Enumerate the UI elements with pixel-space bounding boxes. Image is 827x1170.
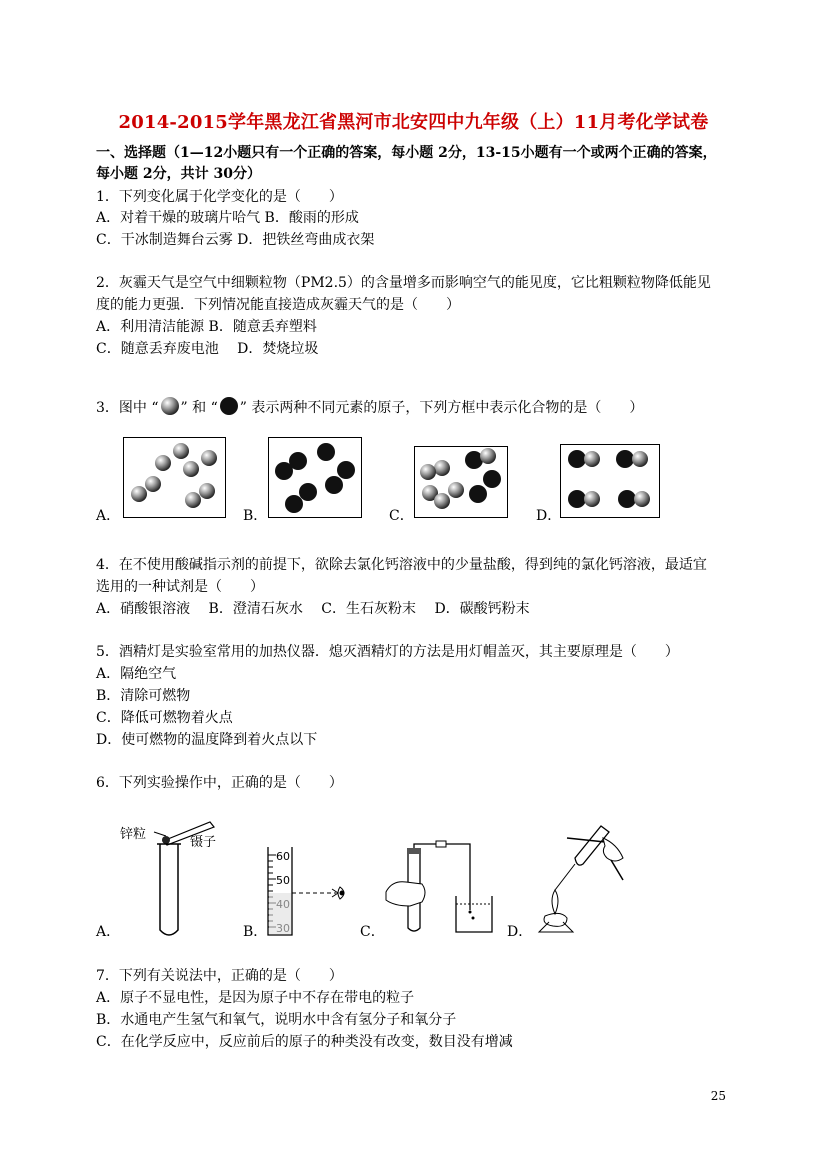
q3-stem-part3: ” 表示两种不同元素的原子，下列方框中表示化合物的是（ ） <box>239 400 644 416</box>
section-heading-line1: 一、选择题（1—12小题只有一个正确的答案，每小题 2分，13-15小题有一个或两个正确的答案， <box>96 145 717 161</box>
q6-fig-a-text2: 镊子 <box>190 835 217 850</box>
page-number: 25 <box>710 1089 726 1103</box>
q6-option-d-label: D． <box>507 924 533 940</box>
section-heading-line2: 每小题 2分，共计 30分） <box>96 166 261 182</box>
q7-option-c: C．在化学反应中，反应前后的原子的种类没有改变，数目没有增减 <box>96 1034 513 1050</box>
q1-options-cd: C．干冰制造舞台云雾 D．把铁丝弯曲成衣架 <box>96 232 375 248</box>
q5-option-b: B．清除可燃物 <box>96 688 191 704</box>
q3-option-c-label: C． <box>389 508 414 524</box>
q3-box-a <box>123 437 226 518</box>
q3-option-d-label: D． <box>536 508 562 524</box>
q4-options: A．硝酸银溶液 B．澄清石灰水 C．生石灰粉末 D．碳酸钙粉末 <box>96 601 530 617</box>
shaded-atom-icon <box>159 396 181 416</box>
q3-stem <box>96 396 643 418</box>
q2-stem-line1: 2．灰霾天气是空气中细颗粒物（PM2.5）的含量增多而影响空气的能见度，它比粗颗粒物降低能见 <box>96 275 711 291</box>
q3-stem-part2: ” 和 “ <box>180 400 218 416</box>
q1-stem: 1．下列变化属于化学变化的是（ ） <box>96 189 343 205</box>
q1-options-ab: A．对着干燥的玻璃片哈气 B．酸雨的形成 <box>96 210 359 226</box>
page-title: 2014-2015学年黑龙江省黑河市北安四中九年级（上）11月考化学试卷 <box>118 112 709 133</box>
q6-fig-c-airtightness-check <box>380 840 500 938</box>
q6-fig-a-test-tube-tweezers <box>118 818 228 938</box>
q6-fig-d-heating-test-tube <box>527 818 637 938</box>
q7-option-a: A．原子不显电性，是因为原子中不存在带电的粒子 <box>96 990 415 1006</box>
q2-options-ab: A．利用清洁能源 B．随意丢弃塑料 <box>96 319 317 335</box>
q6-fig-b-graduated-cylinder <box>262 843 352 938</box>
q5-stem: 5．酒精灯是实验室常用的加热仪器．熄灭酒精灯的方法是用灯帽盖灭，其主要原理是（ ） <box>96 644 679 660</box>
q4-stem-line1: 4．在不使用酸碱指示剂的前提下，欲除去氯化钙溶液中的少量盐酸，得到纯的氯化钙溶液，最适宜 <box>96 557 707 573</box>
q6-option-c-label: C． <box>360 924 385 940</box>
q6-fig-b-tick-50: 50 <box>276 874 290 887</box>
q3-box-d <box>560 444 660 518</box>
q3-option-b-label: B． <box>243 508 268 524</box>
q2-stem-line2: 度的能力更强．下列情况能直接造成灰霾天气的是（ ） <box>96 297 460 313</box>
q6-option-b-label: B． <box>243 924 268 940</box>
q3-box-c <box>414 446 508 518</box>
q2-options-cd: C．随意丢弃废电池 D．焚烧垃圾 <box>96 341 319 357</box>
q5-option-a: A．隔绝空气 <box>96 666 177 682</box>
q3-box-b <box>268 437 362 518</box>
q4-stem-line2: 选用的一种试剂是（ ） <box>96 579 264 595</box>
q5-option-d: D．使可燃物的温度降到着火点以下 <box>96 732 318 748</box>
q7-option-b: B．水通电产生氢气和氧气，说明水中含有氢分子和氧分子 <box>96 1012 457 1028</box>
q6-option-a-label: A． <box>96 924 121 940</box>
q6-fig-b-tick-60: 60 <box>276 850 290 863</box>
q3-option-a-label: A． <box>96 508 121 524</box>
q6-stem: 6．下列实验操作中，正确的是（ ） <box>96 775 343 791</box>
q6-fig-a-text1: 锌粒 <box>120 827 147 842</box>
q5-option-c: C．降低可燃物着火点 <box>96 710 233 726</box>
q7-stem: 7．下列有关说法中，正确的是（ ） <box>96 968 343 984</box>
black-atom-icon <box>218 396 240 416</box>
q3-stem-part1: 3．图中 “ <box>96 400 159 416</box>
